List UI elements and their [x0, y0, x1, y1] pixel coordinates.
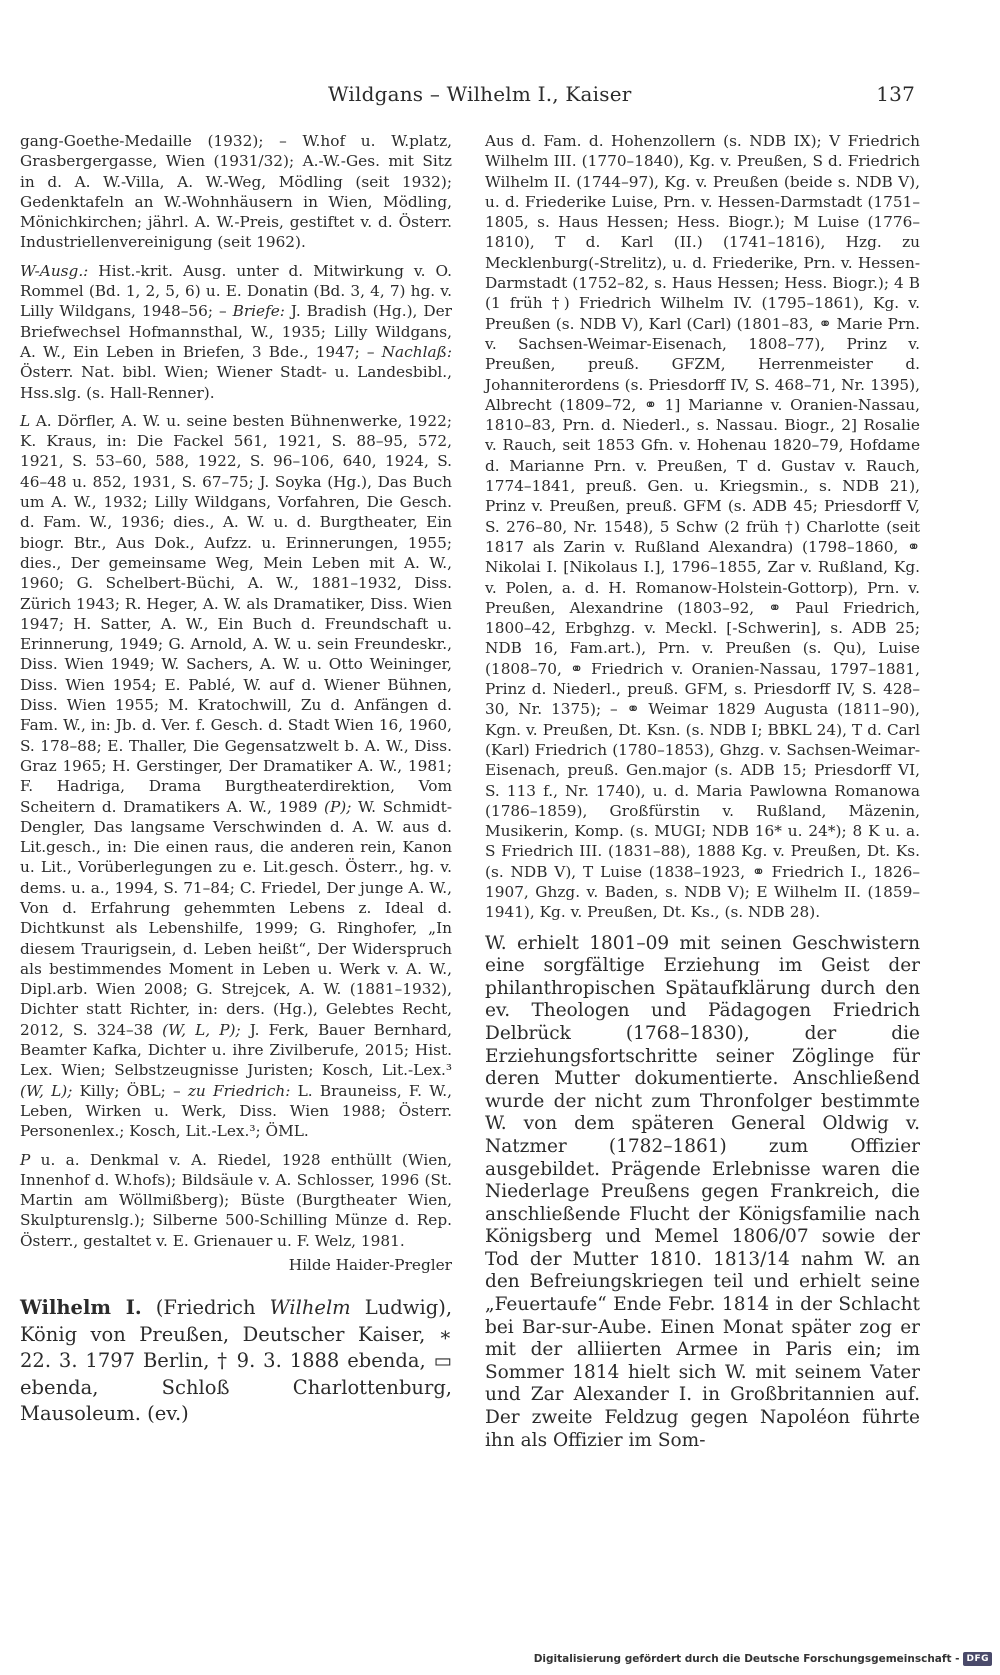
author-signature: Hilde Haider-Pregler: [288, 1256, 452, 1275]
running-title: Wildgans – Wilhelm I., Kaiser: [328, 82, 632, 106]
biography-text: W. erhielt 1801–09 mit seinen Geschwistern eine sorgfältige Erziehung im Geist der philanthropischen Spätaufklärung durch den ev. Theologen und Pädagogen Friedrich Delbrück (1768–1830), der die Erziehungsfortschritte seiner Zöglinge für deren Mutter dokumentierte. Anschließend wurde der nicht zum Thronfolger bestimmte W. von dem späteren General Oldwig v. Natzmer (1782–1861) zum Offizier ausgebildet. Prägende Erlebnisse waren die Niederlage Preußens gegen Frankreich, die anschließende Flucht der Königsfamilie nach Königsberg und Memel 1806/07 sowie der Tod der Mutter 1810. 1813/14 nahm W. an den Befreiungskriegen teil und erhielt seine „Feuertaufe“ Ende Febr. 1814 in der Schlacht bei Bar-sur-Aube. Einen Monat später zog er mit der alliierten Armee in Paris ein; im Sommer 1814 hielt sich W. mit seinem Vater und Zar Alexander I. in Großbritannien auf. Der zweite Feldzug gegen Napoléon führte ihn als Offizier im Som-: [485, 932, 920, 1451]
portraits-label: P: [20, 1150, 31, 1169]
running-head: [0, 82, 1000, 112]
digitization-footer: [534, 1649, 992, 1669]
page-number: 137: [876, 82, 915, 106]
left-column: [20, 131, 452, 1428]
honors-paragraph: gang-Goethe-Medaille (1932); – W.hof u. W.platz, Grasbergergasse, Wien (1931/32); A.-W.-Ges. mit Sitz in d. A. W.-Villa, A. W.-Weg, Mödling (seit 1932); Gedenktafeln an W.-Wohnhäusern in Wien, Mödling, Mönichkirchen; jährl. A. W.-Preis, gestiftet v. d. Österr. Industriellenvereinigung (seit 1962).: [20, 132, 452, 252]
entry-heading: Wilhelm I. (Friedrich Wilhelm Ludwig), König von Preußen, Deutscher Kaiser, ∗ 22. 3. 1797 Berlin, † 9. 3. 1888 ebenda, ▭ ebenda, Schloß Charlottenburg, Mausoleum. (ev.): [20, 1296, 453, 1426]
works-label: W-Ausg.:: [20, 261, 89, 280]
entry-name: Wilhelm I.: [20, 1296, 142, 1320]
works-paragraph: W-Ausg.: Hist.-krit. Ausg. unter d. Mitwirkung v. O. Rommel (Bd. 1, 2, 5, 6) u. E. Donatin (Bd. 3, 4, 7) hg. v. Lilly Wildgans, 1948–56; – Briefe: J. Bradish (Hg.), Der Briefwechsel Hofmannsthal, W., 1935; Lilly Wildgans, A. W., Ein Leben in Briefen, 3 Bde., 1947; – Nachlaß: Österr. Nat. bibl. Wien; Wiener Stadt- u. Landesbibl., Hss.slg. (s. Hall-Renner).: [20, 261, 452, 402]
dfg-logo-icon: DFG: [963, 1652, 992, 1666]
footer-text: Digitalisierung gefördert durch die Deutsche Forschungsgemeinschaft -: [533, 1653, 960, 1665]
literature-paragraph: L A. Dörfler, A. W. u. seine besten Bühnenwerke, 1922; K. Kraus, in: Die Fackel 561, 1921, S. 88–95, 572, 1921, S. 53–60, 588, 1922, S. 96–106, 640, 1924, S. 46–48 u. 852, 1931, S. 67–75; J. Soyka (Hg.), Das Buch um A. W., 1932; Lilly Wildgans, Vorfahren, Die Gesch. d. Fam. W., 1936; dies., A. W. u. d. Burgtheater, Ein biogr. Btr., Aus Dok., Aufzz. u. Erinnerungen, 1955; dies., Der gemeinsame Weg, Mein Leben mit A. W., 1960; G. Schelbert-Büchi, A. W., 1881–1932, Diss. Zürich 1943; R. Heger, A. W. als Dramatiker, Diss. Wien 1947; H. Satter, A. W., Ein Buch d. Freundschaft u. Erinnerung, 1949; G. Arnold, A. W. u. sein Freundeskr., Diss. Wien 1949; W. Sachers, A. W. u. Otto Weininger, Diss. Wien 1954; E. Pablé, W. auf d. Wiener Bühnen, Diss. Wien 1955; M. Kratochwill, Zu d. Anfängen d. Fam. W., in: Jb. d. Ver. f. Gesch. d. Stadt Wien 16, 1960, S. 178–88; E. Thaller, Die Gegensatzwelt b. A. W., Diss. Graz 1965; H. Gerstinger, Der Dramatiker A. W., 1981; F. Hadriga, Drama Burgtheaterdirektion, Vom Scheitern d. Dramatikers A. W., 1989 (P); W. Schmidt-Dengler, Das langsame Verschwinden d. A. W. aus d. Lit.gesch., in: Die einen raus, die anderen rein, Kanon u. Lit., Vorüberlegungen zu e. Lit.gesch. Österr., hg. v. dems. u. a., 1994, S. 71–84; C. Friedel, Der junge A. W., Von d. Erfahrung gehemmten Lebens z. Ideal d. Dichtkunst als Lebenshilfe, 1999; G. Ringhofer, „In diesem Traurigsein, d. Leben heißt“, Der Widerspruch als bestimmendes Moment in Leben u. Werk v. A. W., Dipl.arb. Wien 2008; G. Strejcek, A. W. (1881–1932), Dichter statt Richter, in: ders. (Hg.), Gelebtes Recht, 2012, S. 324–38 (W, L, P); J. Ferk, Bauer Bernhard, Beamter Kafka, Dichter u. ihre Zivilberufe, 2015; Hist. Lex. Wien; Selbstzeugnisse Juristen; Kosch, Lit.-Lex.³ (W, L); Killy; ÖBL; – zu Friedrich: L. Brauneiss, F. W., Leben, Wirken u. Werk, Diss. Wien 1988; Österr. Personenlex.; Kosch, Lit.-Lex.³; ÖML.: [20, 411, 452, 1141]
genealogy-paragraph: Aus d. Fam. d. Hohenzollern (s. NDB IX); V Friedrich Wilhelm III. (1770–1840), Kg. v. Preußen, S d. Friedrich Wilhelm II. (1744–97), Kg. v. Preußen (beide s. NDB V), u. d. Friederike Luise, Prn. v. Hessen-Darmstadt (1751–1805, s. Haus Hessen; Hess. Biogr.); M Luise (1776–1810), T d. Karl (II.) (1741–1816), Hzg. zu Mecklenburg(-Strelitz), u. d. Friederike, Prn. v. Hessen-Darmstadt (1752–82, s. Haus Hessen; Hess. Biogr.); 4 B (1 früh †) Friedrich Wilhelm IV. (1795–1861), Kg. v. Preußen (s. NDB V), Karl (Carl) (1801–83, ⚭ Marie Prn. v. Sachsen-Weimar-Eisenach, 1808–77), Prinz v. Preußen, preuß. GFZM, Herrenmeister d. Johanniterordens (s. Priesdorff IV, S. 468–71, Nr. 1395), Albrecht (1809–72, ⚭ 1] Marianne v. Oranien-Nassau, 1810–83, Prn. d. Niederl., s. Nassau. Biogr., 2] Rosalie v. Rauch, seit 1853 Gfn. v. Hohenau 1820–79, Hofdame d. Marianne Prn. v. Preußen, T d. Gustav v. Rauch, 1774–1841, preuß. Gen. u. Kriegsmin., s. NDB 21), Prinz v. Preußen, preuß. GFM (s. ADB 45; Priesdorff V, S. 276–80, Nr. 1548), 5 Schw (2 früh †) Charlotte (seit 1817 als Zarin v. Rußland Alexandra) (1798–1860, ⚭ Nikolai I. [Nikolaus I.], 1796–1855, Zar v. Rußland, Kg. v. Polen, a. d. H. Romanow-Holstein-Gottorp), Prn. v. Preußen, Alexandrine (1803–92, ⚭ Paul Friedrich, 1800–42, Erbghzg. v. Meckl. [-Schwerin], s. ADB 25; NDB 16, Fam.art.), Prn. v. Preußen (s. Qu), Luise (1808–70, ⚭ Friedrich v. Oranien-Nassau, 1797–1881, Prinz d. Niederl., preuß. GFM, s. Priesdorff IV, S. 428–30, Nr. 1375); – ⚭ Weimar 1829 Augusta (1811–90), Kgn. v. Preußen, Dt. Ksn. (s. NDB I; BBKL 24), T d. Carl (Karl) Friedrich (1780–1853), Ghzg. v. Sachsen-Weimar-Eisenach, preuß. Gen.major (s. ADB 15; Priesdorff VI, S. 113 f., Nr. 1740), u. d. Maria Pawlowna Romanowa (1786–1859), Großfürstin v. Rußland, Mäzenin, Musikerin, Komp. (s. MUGI; NDB 16* u. 24*); 8 K u. a. S Friedrich III. (1831–88), 1888 Kg. v. Preußen, Dt. Ks. (s. NDB V), T Luise (1838–1923, ⚭ Friedrich I., 1826–1907, Ghzg. v. Baden, s. NDB V); E Wilhelm II. (1859–1941), Kg. v. Preußen, Dt. Ks., (s. NDB 28).: [485, 132, 920, 922]
literature-label: L: [20, 411, 31, 430]
friedrich-label: zu Friedrich:: [187, 1081, 291, 1100]
estate-label: Nachlaß:: [381, 342, 452, 361]
right-column: [485, 131, 920, 1452]
letters-label: Briefe:: [232, 302, 285, 321]
portraits-paragraph: P u. a. Denkmal v. A. Riedel, 1928 enthüllt (Wien, Innenhof d. W.hofs); Bildsäule v. A. Schlosser, 1996 (St. Martin am Wöllmißberg); Büste (Burgtheater Wien, Skulpturenslg.); Silberne 500-Schilling Münze d. Rep. Österr., gestaltet v. E. Grienauer u. F. Welz, 1981.: [20, 1150, 452, 1250]
